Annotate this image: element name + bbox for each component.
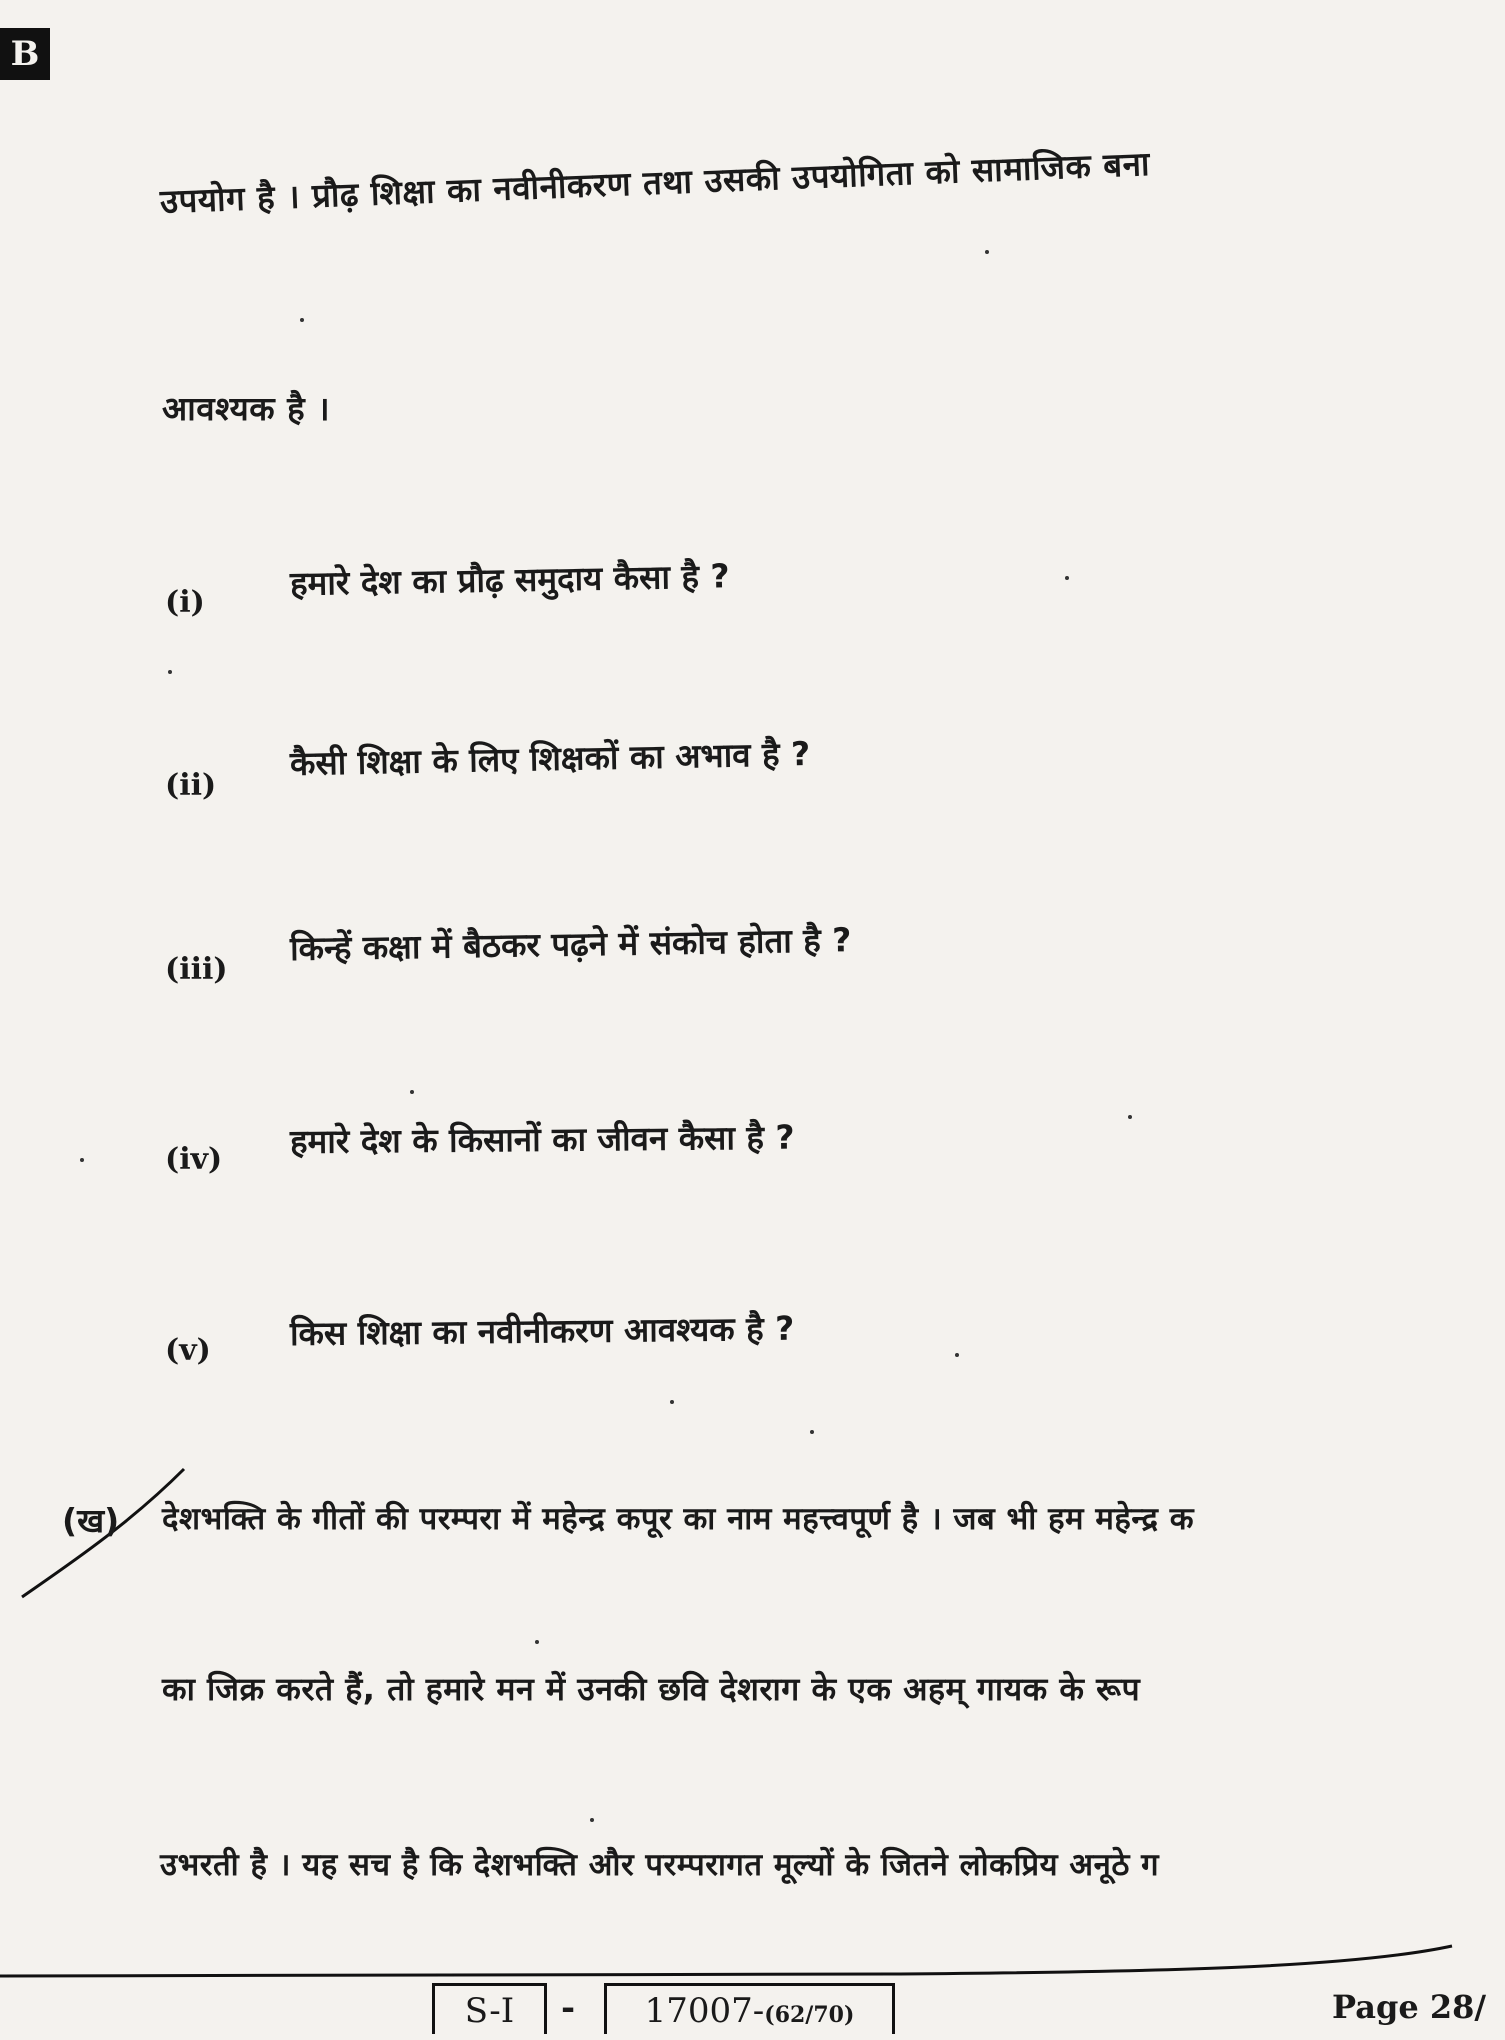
paper-code-sub: (62/70) [764,2002,855,2028]
paper-code-box [604,1983,895,2034]
page-number: Page 28/ [1332,1988,1487,2026]
section-kha-line-1: देशभक्ति के गीतों की परम्परा में महेन्द्र कपूर का नाम महत्त्वपूर्ण है । जब भी हम महेन्द्र क [162,1501,1195,1537]
series-code: S-I [464,1991,515,2031]
question-text: किस शिक्षा का नवीनीकरण आवश्यक है ? [289,1308,795,1353]
scan-speck [955,1353,959,1357]
section-kha-line-2: का जिक्र करते हैं, तो हमारे मन में उनकी छवि देशराग के एक अहम् गायक के रूप [162,1670,1141,1708]
footer-rule [0,1940,1505,1980]
corner-badge: B [0,28,50,80]
scan-speck [670,1400,674,1404]
scan-speck [985,250,989,254]
section-kha-line-3: उभरती है । यह सच है कि देशभक्ति और परम्परागत मूल्यों के जितने लोकप्रिय अनूठे ग [160,1847,1160,1883]
question-number: (iii) [165,952,228,987]
series-box [432,1983,547,2034]
question-text: हमारे देश का प्रौढ़ समुदाय कैसा है ? [289,556,730,603]
scan-speck [590,1818,594,1822]
scan-speck [410,1090,414,1094]
scan-speck [1065,576,1069,580]
question-number: (iv) [165,1142,223,1177]
question-number: (ii) [165,768,217,803]
footer-dash: - [561,1988,576,2028]
passage-line-1: उपयोग है । प्रौढ़ शिक्षा का नवीनीकरण तथा उसकी उपयोगिता को सामाजिक बना [159,143,1151,221]
scan-speck [300,318,304,322]
question-number: (v) [165,1333,211,1368]
paper-code: 17007- [644,1991,765,2031]
question-text: किन्हें कक्षा में बैठकर पढ़ने में संकोच होता है ? [289,920,852,968]
scan-speck [810,1430,814,1434]
question-text: कैसी शिक्षा के लिए शिक्षकों का अभाव है ? [289,734,811,783]
scan-speck [535,1640,539,1644]
section-marker: (ख) [62,1501,120,1540]
passage-line-2: आवश्यक है । [162,389,331,428]
scan-speck [168,670,172,674]
question-number: (i) [165,585,205,620]
question-text: हमारे देश के किसानों का जीवन कैसा है ? [289,1117,795,1161]
scan-speck [1128,1115,1132,1119]
scan-speck [80,1158,84,1162]
